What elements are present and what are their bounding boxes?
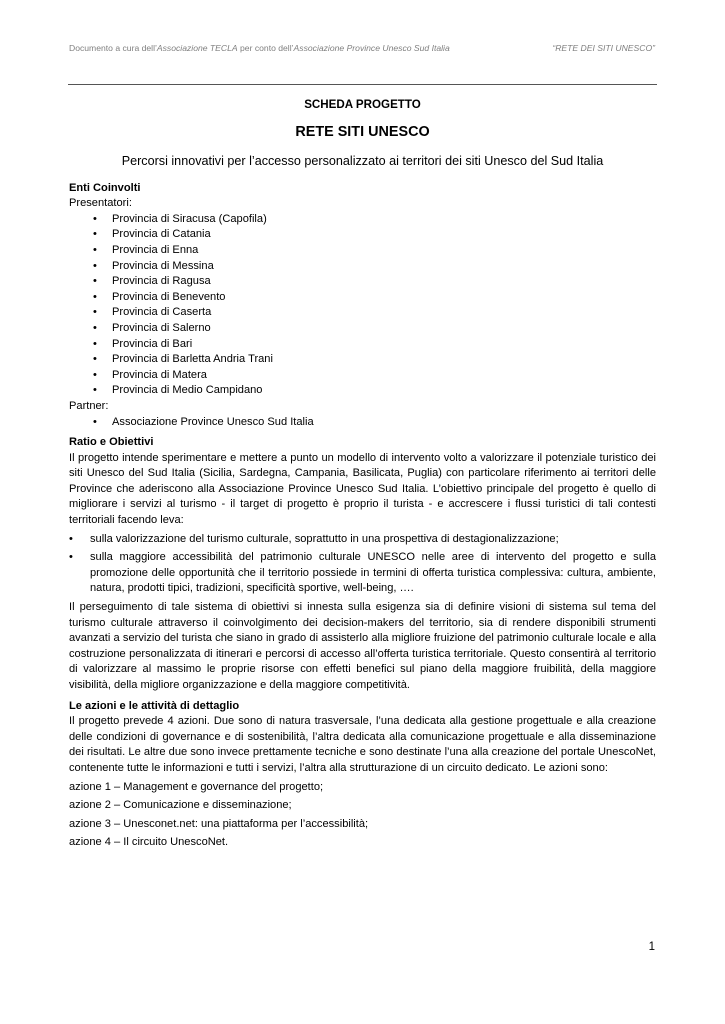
bullet-icon: • bbox=[93, 353, 97, 366]
bullet-icon: • bbox=[69, 551, 73, 564]
list-item: • Provincia di Caserta bbox=[69, 305, 656, 321]
bullet-icon: • bbox=[93, 368, 97, 381]
list-item: • Provincia di Siracusa (Capofila) bbox=[69, 212, 656, 228]
header-text-mid: per conto dell’ bbox=[237, 43, 294, 53]
bullet-icon: • bbox=[93, 290, 97, 303]
list-item: • Provincia di Medio Campidano bbox=[69, 383, 656, 399]
bullet-icon: • bbox=[93, 321, 97, 334]
header-divider bbox=[68, 84, 657, 85]
bullet-icon: • bbox=[93, 243, 97, 256]
list-item: • Provincia di Benevento bbox=[69, 290, 656, 306]
presenters-list bbox=[69, 212, 656, 399]
running-header-right: “RETE DEI SITI UNESCO” bbox=[552, 43, 655, 53]
azione-item: azione 3 – Unesconet.net: una piattaforma per l’accessibilità; bbox=[69, 817, 369, 830]
doc-subtitle: Percorsi innovativi per l’accesso personalizzato ai territori dei siti Unesco del Sud Italia bbox=[121, 153, 604, 168]
header-org-province: Associazione Province Unesco Sud Italia bbox=[293, 43, 450, 53]
bullet-icon: • bbox=[93, 306, 97, 319]
list-item: • Provincia di Matera bbox=[69, 368, 656, 384]
list-item: • Provincia di Bari bbox=[69, 337, 656, 353]
ratio-outro-paragraph: Il perseguimento di tale sistema di obiettivi si innesta sulla esigenza sia di definire visioni di sistema sul tema del turismo culturale attraverso il coinvolgimento dei decision-makers del territorio, sia di rendere disponibili strumenti avanzati a servizio del turista che siano in grado di assisterlo alla migliore fruizione del patrimonio culturale locale e alla costruzione personalizzata di itinerari e percorsi di accesso all’offerta turistica territoriale. Questo consentirà al territorio di valorizzare al massimo le proprie risorse con effetti benefici sul piano della maggiore fruibilità, della maggiore visibilità, della migliore organizzazione e della maggiore competitività. bbox=[69, 601, 656, 691]
section-heading-enti: Enti Coinvolti bbox=[69, 181, 141, 194]
list-item: • Provincia di Ragusa bbox=[69, 274, 656, 290]
header-org-tecla: Associazione TECLA bbox=[156, 43, 238, 53]
list-item: • Provincia di Catania bbox=[69, 227, 656, 243]
list-item: • Provincia di Salerno bbox=[69, 321, 656, 337]
bullet-icon: • bbox=[93, 337, 97, 350]
azione-item: azione 1 – Management e governance del progetto; bbox=[69, 780, 324, 793]
azioni-intro-paragraph: Il progetto prevede 4 azioni. Due sono di natura trasversale, l’una dedicata alla gestione progettuale e alla creazione delle condizioni di governance e di sostenibilità, l’altra dedicata alla comunicazione progettuale e alla disseminazione dei risultati. Le altre due sono invece prettamente tecniche e sono destinate l’una alla creazione del portale UnescoNet, contenente tutte le informazioni e tutti i servizi, l’altra alla strutturazione di un circuito dedicato. Le azioni sono: bbox=[69, 715, 656, 774]
azione-item: azione 2 – Comunicazione e disseminazione; bbox=[69, 799, 292, 812]
bullet-icon: • bbox=[93, 259, 97, 272]
bullet-icon: • bbox=[93, 415, 97, 428]
list-item: • Provincia di Enna bbox=[69, 243, 656, 259]
presenters-label: Presentatori: bbox=[69, 197, 132, 210]
list-item: • Associazione Province Unesco Sud Italia bbox=[69, 415, 656, 431]
running-header-left bbox=[69, 43, 450, 53]
partners-list bbox=[69, 415, 656, 431]
list-item: • Provincia di Messina bbox=[69, 259, 656, 275]
header-text: Documento a cura dell’ bbox=[69, 43, 157, 53]
doc-title: RETE SITI UNESCO bbox=[295, 123, 430, 140]
bullet-icon: • bbox=[69, 532, 73, 545]
objectives-list bbox=[69, 532, 656, 597]
list-item: • Provincia di Barletta Andria Trani bbox=[69, 352, 656, 368]
bullet-icon: • bbox=[93, 275, 97, 288]
bullet-icon: • bbox=[93, 384, 97, 397]
page-number: 1 bbox=[648, 941, 655, 953]
list-item: • sulla valorizzazione del turismo culturale, soprattutto in una prospettiva di destagionalizzazione; bbox=[69, 532, 656, 548]
partner-label: Partner: bbox=[69, 399, 109, 412]
list-item: • sulla maggiore accessibilità del patrimonio culturale UNESCO nelle aree di intervento del progetto e sulla promozione delle opportunità che il territorio possiede in termini di offerta turistica complessiva: cultura, ambiente, natura, prodotti tipici, tradizioni, specificità sportive, well-being, …. bbox=[69, 551, 656, 595]
azione-item: azione 4 – Il circuito UnescoNet. bbox=[69, 836, 229, 849]
section-heading-ratio: Ratio e Obiettivi bbox=[69, 436, 154, 449]
bullet-icon: • bbox=[93, 228, 97, 241]
doc-label: SCHEDA PROGETTO bbox=[304, 98, 421, 111]
bullet-icon: • bbox=[93, 212, 97, 225]
ratio-intro-paragraph: Il progetto intende sperimentare e mettere a punto un modello di intervento volto a valorizzare il potenziale turistico dei siti Unesco del Sud Italia (Sicilia, Sardegna, Campania, Basilicata, Puglia) con particolare riferimento ai territori delle Province che aderiscono alla Associazione Province Unesco Sud Italia. L’obiettivo principale del progetto è quello di migliorare i servizi al turismo - il target di progetto è proprio il turista - e accrescere i flussi turistici di tali contesti territoriali facendo leva: bbox=[69, 451, 656, 527]
document-body bbox=[69, 96, 656, 851]
section-heading-azioni: Le azioni e le attività di dettaglio bbox=[69, 699, 240, 712]
